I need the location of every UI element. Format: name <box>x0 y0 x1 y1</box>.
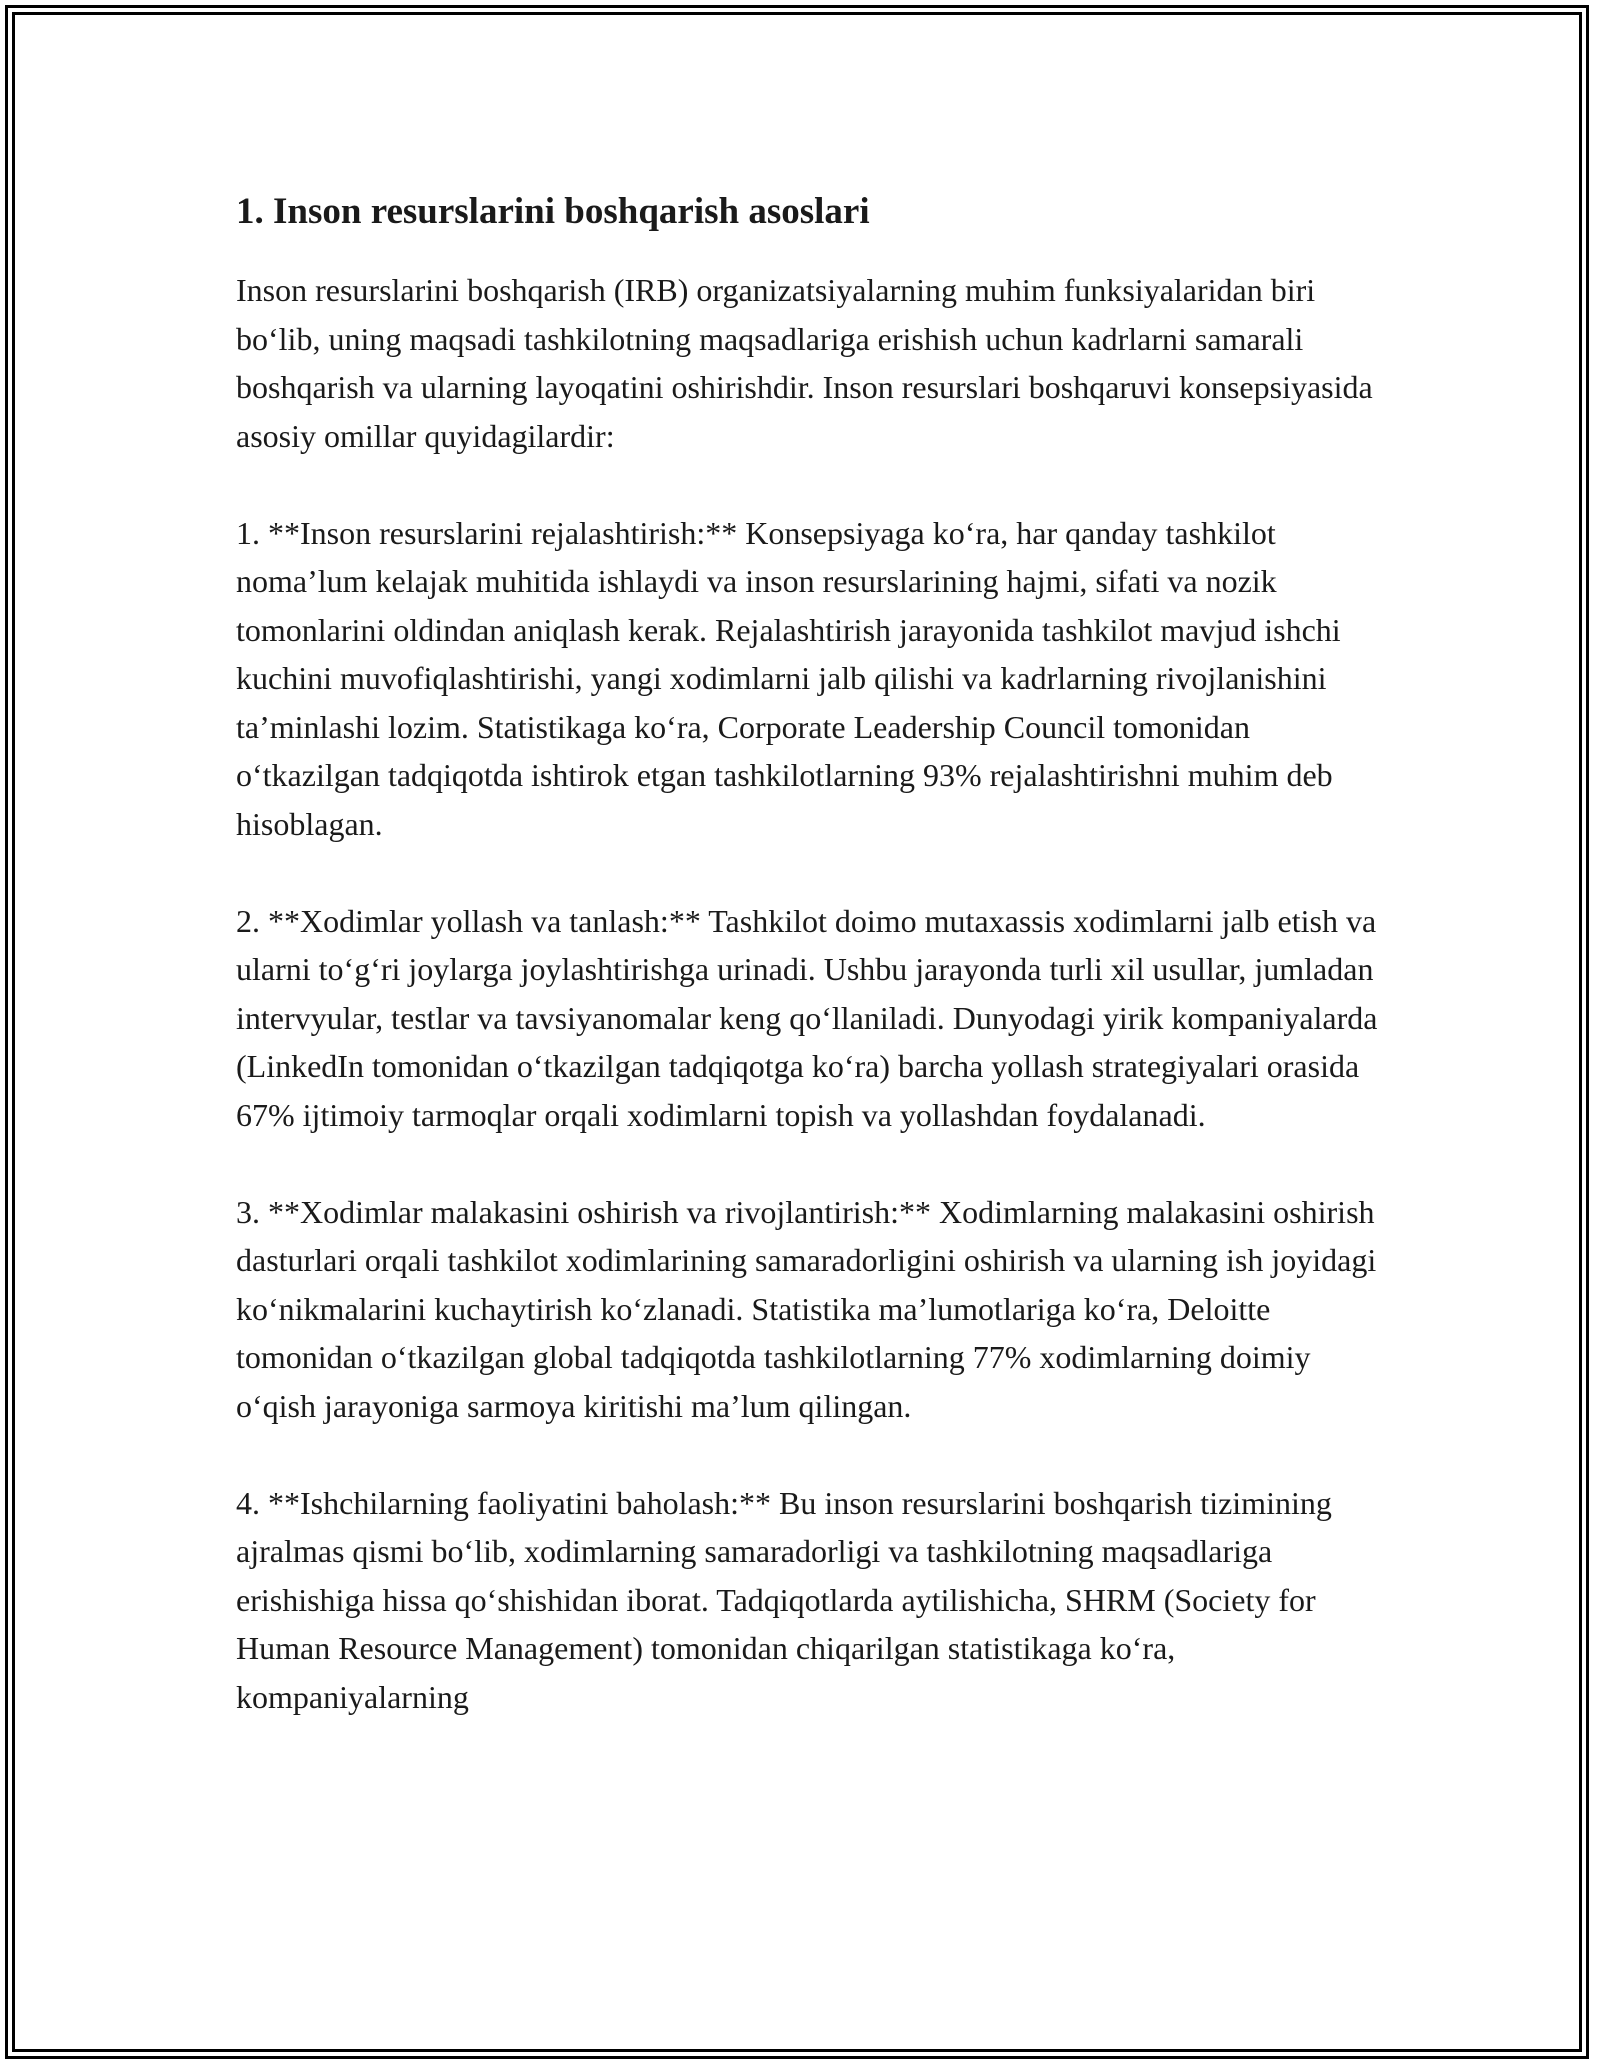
section-heading: 1. Inson resurslarini boshqarish asoslari <box>236 191 870 232</box>
intro-paragraph: Inson resurslarini boshqarish (IRB) organizatsiyalarning muhim funksiyalaridan biri bo‘lib, uning maqsadi tashkilotning maqsadlariga erishish uchun kadrlarni samarali boshqarish va ularning layoqatini oshirishdir. Inson resurslari boshqaruvi konsepsiyasida asosiy omillar quyidagilardir: <box>236 272 1373 454</box>
list-item-training: 3. **Xodimlar malakasini oshirish va rivojlantirish:** Xodimlarning malakasini oshirish dasturlari orqali tashkilot xodimlarining samaradorligini oshirish va ularning ish joyidagi ko‘nikmalarini kuchaytirish ko‘zlanadi. Statistika ma’lumotlariga ko‘ra, Deloitte tomonidan o‘tkazilgan global tadqiqotda tashkilotlarning 77% xodimlarning doimiy o‘qish jarayoniga sarmoya kiritishi ma’lum qilingan. <box>236 1193 1377 1424</box>
document-body <box>236 180 1386 1721</box>
list-item-recruitment: 2. **Xodimlar yollash va tanlash:** Tashkilot doimo mutaxassis xodimlarni jalb etish va ularni to‘g‘ri joylarga joylashtirishga urinadi. Ushbu jarayonda turli xil usullar, jumladan intervyular, testlar va tavsiyanomalar keng qo‘llaniladi. Dunyodagi yirik kompaniyalarda (LinkedIn tomonidan o‘tkazilgan tadqiqotga ko‘ra) barcha yollash strategiyalari orasida 67% ijtimoiy tarmoqlar orqali xodimlarni topish va yollashdan foydalanadi. <box>236 902 1378 1133</box>
list-item-planning: 1. **Inson resurslarini rejalashtirish:** Konsepsiyaga ko‘ra, har qanday tashkilot noma’lum kelajak muhitida ishlaydi va inson resurslarining hajmi, sifati va nozik tomonlarini oldindan aniqlash kerak. Rejalashtirish jarayonida tashkilot mavjud ishchi kuchini muvofiqlashtirishi, yangi xodimlarni jalb qilishi va kadrlarning rivojlanishini ta’minlashi lozim. Statistikaga ko‘ra, Corporate Leadership Council tomonidan o‘tkazilgan tadqiqotda ishtirok etgan tashkilotlarning 93% rejalashtirishni muhim deb hisoblagan. <box>236 514 1341 842</box>
list-item-appraisal: 4. **Ishchilarning faoliyatini baholash:** Bu inson resurslarini boshqarish tizimining ajralmas qismi bo‘lib, xodimlarning samaradorligi va tashkilotning maqsadlariga erishishiga hissa qo‘shishidan iborat. Tadqiqotlarda aytilishicha, SHRM (Society for Human Resource Management) tomonidan chiqarilgan statistikaga ko‘ra, kompaniyalarning <box>236 1484 1332 1715</box>
